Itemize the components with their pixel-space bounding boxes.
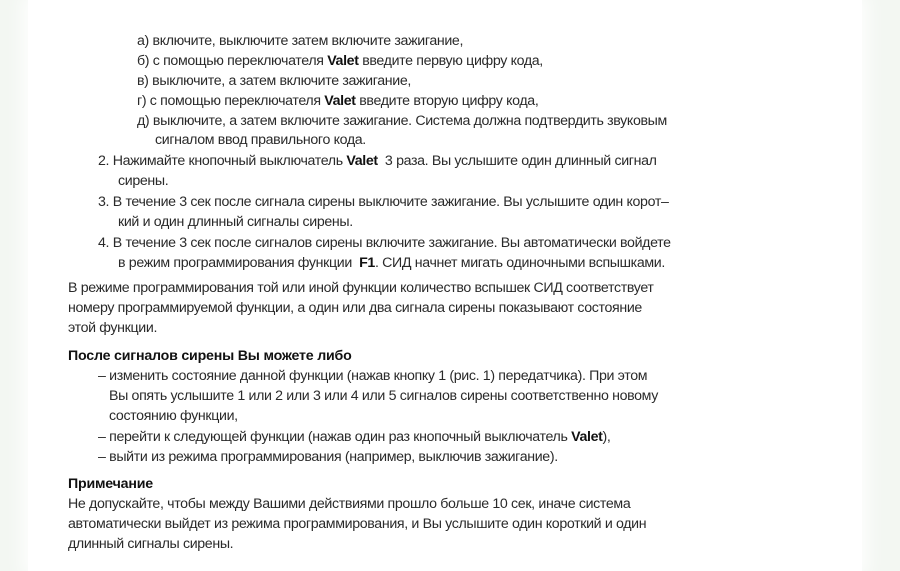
option-change-state-line: состоянию функции, xyxy=(109,408,238,424)
substep-text: сигналом ввод правильного кода. xyxy=(155,132,366,148)
note-heading: Примечание xyxy=(68,476,153,492)
step-number: 2. xyxy=(98,153,113,169)
substep-b xyxy=(137,52,543,70)
note-line: автоматически выйдет из режима программирования, и Вы услышите один короткий и один xyxy=(68,516,647,532)
dash-bullet: – xyxy=(98,449,110,465)
valet-term: Valet xyxy=(324,93,356,109)
substep-prefix: г) xyxy=(137,93,150,109)
substep-text: с помощью переключателя xyxy=(149,93,325,109)
option-next-function xyxy=(98,428,610,446)
step-4 xyxy=(98,234,671,252)
paragraph-line: номеру программируемой функции, а один или два сигнала сирены показывают состояние xyxy=(68,300,642,316)
substep-text: включите, выключите затем включите зажигание, xyxy=(152,33,464,49)
note-line: Не допускайте, чтобы между Вашими действиями прошло больше 10 сек, иначе система xyxy=(68,496,631,512)
step-3-continuation xyxy=(118,213,353,231)
function-f1-term: F1 xyxy=(359,255,375,271)
step-2-continuation xyxy=(118,172,168,190)
step-2 xyxy=(98,152,657,170)
step-text: В течение 3 сек после сигналов сирены включите зажигание. Вы автоматически войдете xyxy=(112,235,671,251)
step-text: В течение 3 сек после сигнала сирены выключите зажигание. Вы услышите один корот– xyxy=(112,194,669,210)
dash-bullet: – xyxy=(98,368,110,384)
step-number: 4. xyxy=(98,235,113,251)
step-text: 3 раза. Вы услышите один длинный сигнал xyxy=(377,153,657,169)
substep-g xyxy=(137,92,538,110)
paragraph-line: этой функции. xyxy=(68,320,158,336)
option-change-state-line: Вы опять услышите 1 или 2 или 3 или 4 или 5 сигналов сирены соответственно новому xyxy=(109,388,658,404)
dash-bullet: – xyxy=(98,429,110,445)
substep-text: выключите, а затем включите зажигание, xyxy=(152,73,411,89)
substep-v xyxy=(137,72,411,90)
step-text: Нажимайте кнопочный выключатель xyxy=(112,153,347,169)
substep-a xyxy=(137,32,463,50)
note-line: длинный сигналы сирены. xyxy=(68,536,234,552)
option-text: ), xyxy=(602,429,611,445)
step-number: 3. xyxy=(98,194,113,210)
substep-prefix: б) xyxy=(137,53,153,69)
substep-text: с помощью переключателя xyxy=(152,53,328,69)
step-text: сирены. xyxy=(118,173,169,189)
substep-text: введите вторую цифру кода, xyxy=(355,93,539,109)
substep-d xyxy=(137,112,667,130)
substep-d-continuation xyxy=(155,131,366,149)
step-3 xyxy=(98,193,669,211)
option-text: выйти из режима программирования (например, выключив зажигание). xyxy=(109,449,558,465)
substep-text: выключите, а затем включите зажигание. Система должна подтвердить звуковым xyxy=(152,113,667,129)
document-page xyxy=(28,0,862,571)
option-text: перейти к следующей функции (нажав один раз кнопочный выключатель xyxy=(109,429,572,445)
substep-prefix: а) xyxy=(137,33,153,49)
valet-term: Valet xyxy=(327,53,359,69)
substep-text: введите первую цифру кода, xyxy=(358,53,543,69)
step-text: кий и один длинный сигналы сирены. xyxy=(118,214,353,230)
options-heading: После сигналов сирены Вы можете либо xyxy=(68,348,352,364)
valet-term: Valet xyxy=(346,153,378,169)
paragraph-line: В режиме программирования той или иной функции количество вспышек СИД соответствует xyxy=(68,280,654,296)
substep-prefix: в) xyxy=(137,73,153,89)
option-text: изменить состояние данной функции (нажав кнопку 1 (рис. 1) передатчика). При этом xyxy=(109,368,648,384)
substep-prefix: д) xyxy=(137,113,153,129)
option-change-state xyxy=(98,367,647,385)
option-exit-programming xyxy=(98,448,558,466)
valet-term: Valet xyxy=(571,429,603,445)
step-text: в режим программирования функции xyxy=(118,255,360,271)
step-4-continuation xyxy=(118,254,665,272)
step-text: . СИД начнет мигать одиночными вспышками. xyxy=(374,255,665,271)
